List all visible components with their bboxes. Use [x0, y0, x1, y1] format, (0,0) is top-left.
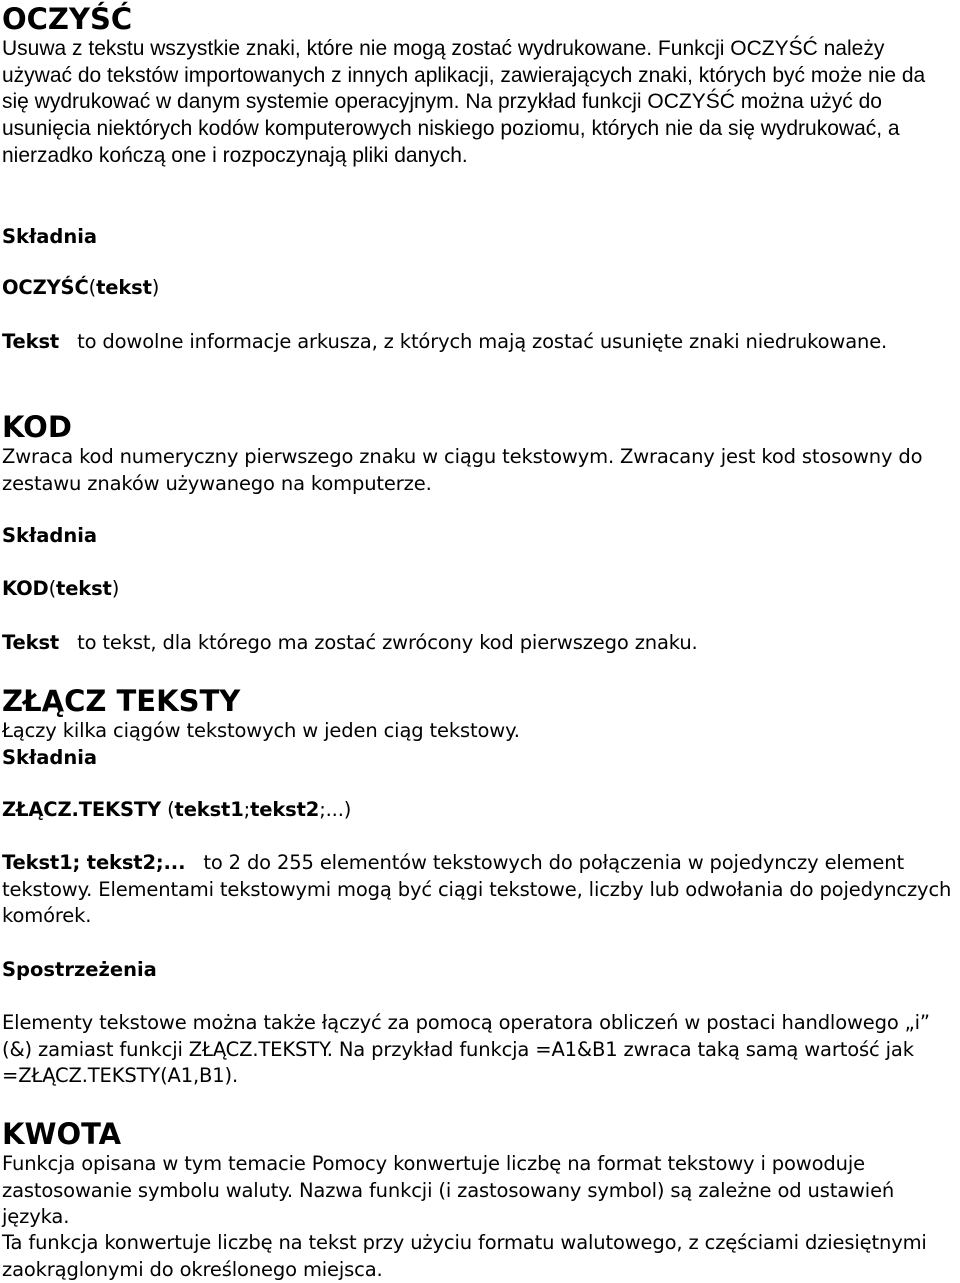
zlacz-syntax-name: ZŁĄCZ.TEKSTY — [2, 798, 162, 821]
zlacz-notes-text: Elementy tekstowe można także łączyć za pomocą operatora obliczeń w postaci handlowego „i” (&) zamiast funkcji ZŁĄCZ.TEKSTY. Na przykład funkcja =A1&B1 zwraca taką samą wartość jak =ZŁĄCZ.TEKSTY(A1,B1). — [2, 1011, 930, 1088]
oczysc-syntax-label: Składnia — [2, 225, 98, 248]
zlacz-syntax — [2, 797, 957, 824]
kod-syntax-name: KOD — [2, 577, 49, 600]
oczysc-description: Usuwa z tekstu wszystkie znaki, które nie mogą zostać wydrukowane. Funkcji OCZYŚĆ należy używać do tekstów importowanych z innych aplikacji, zawierających znaki, których być może nie da się wydrukować w danym systemie operacyjnym. Na przykład funkcji OCZYŚĆ można użyć do usunięcia niektórych kodów komputerowych niskiego poziomu, których nie da się wydrukować, a nierzadko kończą one i rozpoczynają pliki danych. — [2, 37, 926, 167]
oczysc-syntax — [2, 275, 957, 302]
kod-syntax-label: Składnia — [2, 524, 98, 547]
zlacz-param-name: Tekst1; tekst2;... — [2, 851, 186, 874]
kod-syntax-close: ) — [111, 577, 120, 600]
zlacz-syntax-sep: ; — [243, 798, 251, 821]
kod-description: Zwraca kod numeryczny pierwszego znaku w ciągu tekstowym. Zwracany jest kod stosowny do zestawu znaków używanego na komputerze. — [2, 445, 923, 495]
kod-param-name: Tekst — [2, 631, 60, 654]
kod-syntax-open: ( — [48, 577, 57, 600]
oczysc-param-desc: to dowolne informacje arkusza, z których mają zostać usunięte znaki niedrukowane. — [77, 330, 888, 353]
zlacz-syntax-open: ( — [161, 798, 175, 821]
zlacz-syntax-label: Składnia — [2, 746, 98, 769]
zlacz-param-desc: to 2 do 255 elementów tekstowych do połączenia w pojedynczy element tekstowy. Elementami tekstowymi mogą być ciągi tekstowe, liczby lub odwołania do pojedynczych komórek. — [2, 851, 952, 928]
oczysc-syntax-arg: tekst — [96, 276, 152, 299]
zlacz-syntax-arg1: tekst1 — [174, 798, 244, 821]
zlacz-heading: ZŁĄCZ TEKSTY — [2, 684, 241, 718]
kod-syntax-arg: tekst — [56, 577, 112, 600]
zlacz-param — [2, 850, 957, 930]
zlacz-syntax-rest: ;...) — [319, 798, 352, 821]
zlacz-notes-label: Spostrzeżenia — [2, 958, 157, 981]
zlacz-syntax-arg2: tekst2 — [250, 798, 320, 821]
oczysc-syntax-open: ( — [88, 276, 97, 299]
kod-param — [2, 630, 957, 657]
oczysc-syntax-name: OCZYŚĆ — [2, 276, 89, 299]
kod-param-desc: to tekst, dla którego ma zostać zwrócony kod pierwszego znaku. — [77, 631, 698, 654]
kwota-heading: KWOTA — [2, 1117, 122, 1151]
kod-heading: KOD — [2, 410, 72, 444]
oczysc-syntax-close: ) — [151, 276, 160, 299]
oczysc-param — [2, 329, 957, 356]
kwota-description-1: Funkcja opisana w tym temacie Pomocy konwertuje liczbę na format tekstowy i powoduje zastosowanie symbolu waluty. Nazwa funkcji (i zastosowany symbol) są zależne od ustawień języka. — [2, 1152, 895, 1229]
kod-syntax — [2, 576, 957, 603]
zlacz-description: Łączy kilka ciągów tekstowych w jeden ciąg tekstowy. — [2, 719, 520, 742]
oczysc-heading: OCZYŚĆ — [2, 2, 133, 36]
oczysc-param-name: Tekst — [2, 330, 60, 353]
kwota-description-2: Ta funkcja konwertuje liczbę na tekst przy użyciu formatu walutowego, z częściami dziesiętnymi zaokrąglonymi do określonego miejsca. — [2, 1231, 927, 1281]
